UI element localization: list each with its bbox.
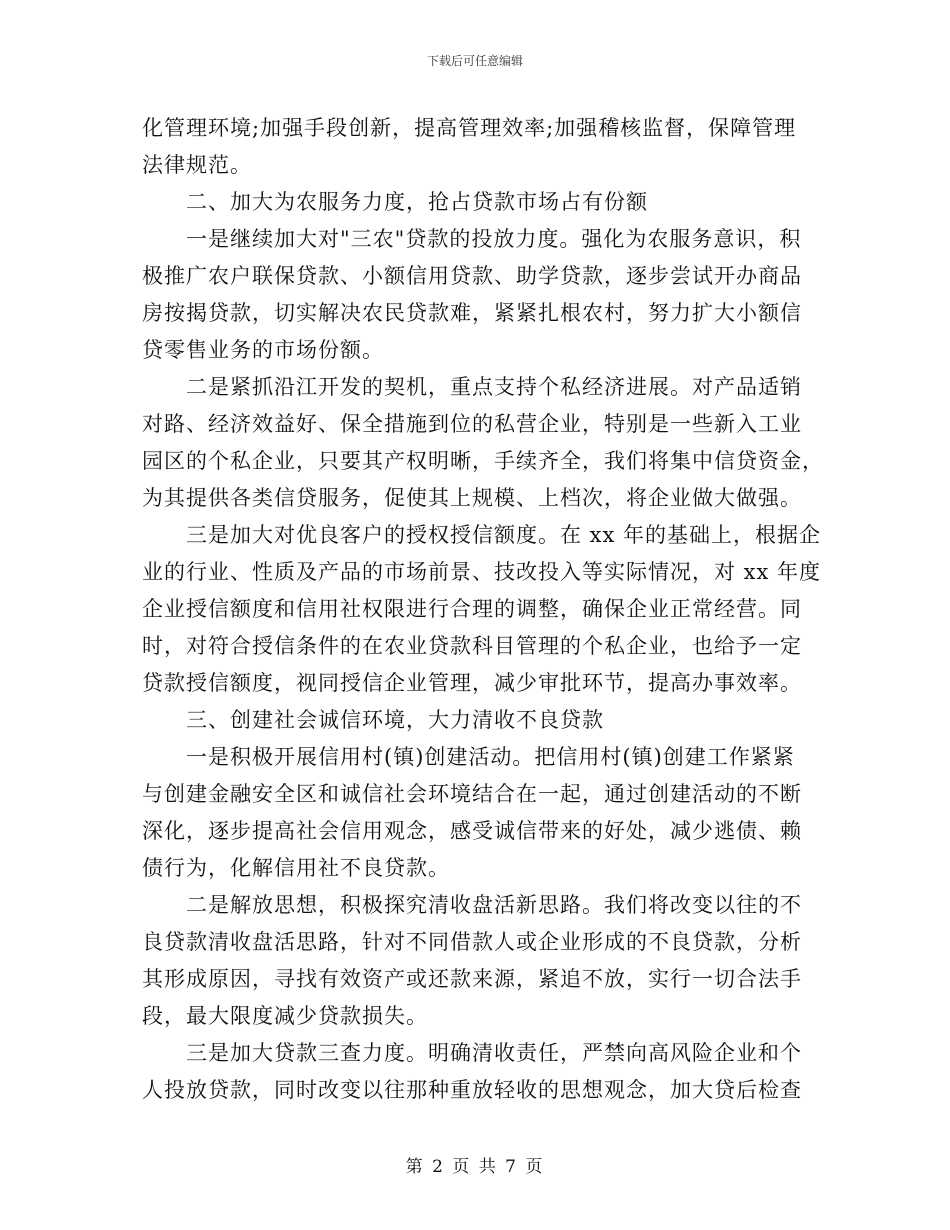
section-heading: 三、创建社会诚信环境，大力清收不良贷款 xyxy=(186,708,604,732)
page-number-footer: 第 2 页 共 7 页 xyxy=(405,1157,545,1177)
text-line: 二是解放思想，积极探究清收盘活新思路。我们将改变以往的不 xyxy=(186,893,802,917)
text-line: 其形成原因，寻找有效资产或还款来源，紧追不放，实行一切合法手 xyxy=(142,967,802,991)
text-line: 与创建金融安全区和诚信社会环境结合在一起，通过创建活动的不断 xyxy=(142,782,802,806)
text-line: 一是积极开展信用村(镇)创建活动。把信用村(镇)创建工作紧紧 xyxy=(186,745,795,769)
text-line: 三是加大贷款三查力度。明确清收责任，严禁向高风险企业和个 xyxy=(186,1041,802,1065)
text-line: 园区的个私企业，只要其产权明晰，手续齐全，我们将集中信贷资金， xyxy=(142,449,824,473)
text-line: 企业授信额度和信用社权限进行合理的调整，确保企业正常经营。同 xyxy=(142,597,802,621)
text-line: 段，最大限度减少贷款损失。 xyxy=(142,1004,428,1028)
text-line: 债行为，化解信用社不良贷款。 xyxy=(142,856,450,880)
text-line: 法律规范。 xyxy=(142,153,252,177)
text-line: 三是加大对优良客户的授权授信额度。在 xx 年的基础上，根据企 xyxy=(186,523,822,547)
page-header: 下载后可任意编辑 xyxy=(426,54,523,68)
text-line: 贷款授信额度，视同授信企业管理，减少审批环节，提高办事效率。 xyxy=(142,671,802,695)
text-line: 对路、经济效益好、保全措施到位的私营企业，特别是一些新入工业 xyxy=(142,412,802,436)
text-line: 人投放贷款，同时改变以往那种重放轻收的思想观念，加大贷后检查 xyxy=(142,1078,802,1102)
text-line: 一是继续加大对"三农"贷款的投放力度。强化为农服务意识，积 xyxy=(186,227,802,251)
section-heading: 二、加大为农服务力度，抢占贷款市场占有份额 xyxy=(186,190,648,214)
text-line: 化管理环境;加强手段创新，提高管理效率;加强稽核监督，保障管理 xyxy=(142,116,797,140)
text-line: 房按揭贷款，切实解决农民贷款难，紧紧扎根农村，努力扩大小额信 xyxy=(142,301,802,325)
text-line: 深化，逐步提高社会信用观念，感受诚信带来的好处，减少逃债、赖 xyxy=(142,819,802,843)
text-line: 时，对符合授信条件的在农业贷款科目管理的个私企业，也给予一定 xyxy=(142,634,802,658)
text-line: 良贷款清收盘活思路，针对不同借款人或企业形成的不良贷款，分析 xyxy=(142,930,802,954)
document-body xyxy=(142,110,824,1109)
text-line: 极推广农户联保贷款、小额信用贷款、助学贷款，逐步尝试开办商品 xyxy=(142,264,802,288)
text-line: 二是紧抓沿江开发的契机，重点支持个私经济进展。对产品适销 xyxy=(186,375,802,399)
text-line: 为其提供各类信贷服务，促使其上规模、上档次，将企业做大做强。 xyxy=(142,486,802,510)
text-line: 贷零售业务的市场份额。 xyxy=(142,338,384,362)
text-line: 业的行业、性质及产品的市场前景、技改投入等实际情况，对 xx 年度 xyxy=(142,560,822,584)
